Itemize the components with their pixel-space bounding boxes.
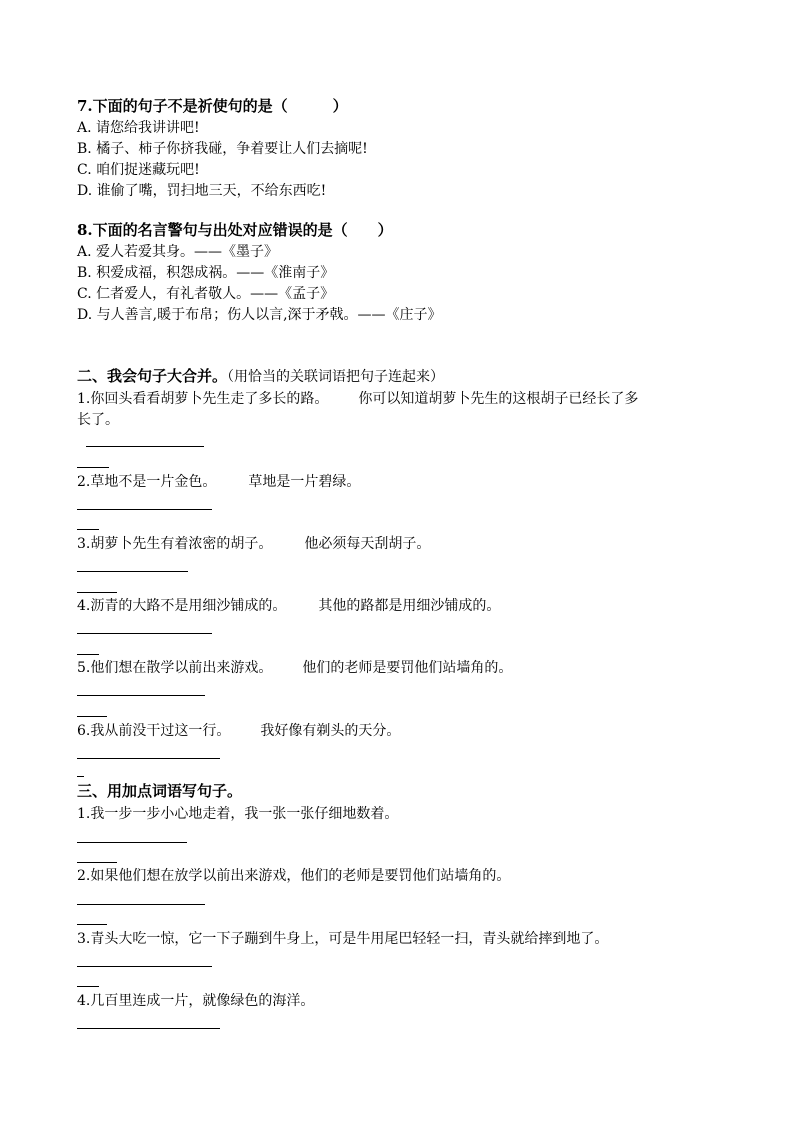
s3-item-4: 4.几百里连成一片，就像绿色的海洋。 [77, 993, 315, 1009]
s2-item-3-sentence-a: 3.胡萝卜先生有着浓密的胡子。 [77, 536, 273, 552]
section2-heading [77, 366, 444, 387]
s2-item-5 [77, 658, 512, 678]
s2-item-2-sentence-b: 草地是一片碧绿。 [248, 474, 361, 490]
s2-answer-line-5b[interactable] [77, 716, 107, 717]
q8-option-a: A. 爱人若爱其身。——《墨子》 [77, 244, 279, 260]
s2-answer-line-1b[interactable] [77, 467, 109, 468]
s2-answer-line-5[interactable] [77, 695, 205, 696]
s2-item-3-sentence-b: 他必须每天刮胡子。 [304, 536, 431, 552]
s3-answer-line-1[interactable] [77, 842, 187, 843]
s3-item-1: 1.我一步一步小心地走着，我一张一张仔细地数着。 [77, 806, 399, 822]
q7-option-c: C. 咱们捉迷藏玩吧! [77, 162, 200, 178]
s2-answer-line-3b[interactable] [77, 592, 117, 593]
s2-item-4-sentence-a: 4.沥青的大路不是用细沙铺成的。 [77, 598, 287, 614]
q7-option-d: D. 谁偷了嘴，罚扫地三天，不给东西吃! [77, 183, 327, 199]
s2-item-6-sentence-b: 我好像有剃头的天分。 [260, 723, 401, 739]
s2-item-4 [77, 596, 500, 616]
s3-item-3: 3.青头大吃一惊，它一下子蹦到牛身上，可是牛用尾巴轻轻一扫，青头就给摔到地了。 [77, 931, 609, 947]
s3-answer-line-2[interactable] [77, 904, 205, 905]
s2-answer-line-2b[interactable] [77, 529, 99, 530]
s2-answer-line-4b[interactable] [77, 654, 99, 655]
s2-answer-line-1[interactable] [86, 446, 204, 447]
section2-title: 二、我会句子大合并。 [77, 367, 228, 385]
s3-answer-line-4[interactable] [77, 1028, 220, 1029]
s2-item-5-sentence-b: 他们的老师是要罚他们站墙角的。 [302, 660, 513, 676]
q8-option-c: C. 仁者爱人，有礼者敬人。——《孟子》 [77, 286, 335, 302]
q8-option-b: B. 积爱成福，积怨成祸。——《淮南子》 [77, 265, 335, 281]
s2-item-2-sentence-a: 2.草地不是一片金色。 [77, 474, 217, 490]
q8-option-d: D. 与人善言,暖于布帛；伤人以言,深于矛戟。——《庄子》 [77, 307, 442, 323]
s3-answer-line-2b[interactable] [77, 924, 107, 925]
s2-item-6-sentence-a: 6.我从前没干过这一行。 [77, 723, 231, 739]
s2-answer-line-3[interactable] [77, 571, 188, 572]
q7-option-a: A. 请您给我讲讲吧! [77, 120, 200, 136]
section3-heading [77, 781, 242, 801]
s3-answer-line-1b[interactable] [77, 862, 117, 863]
s2-answer-line-6b[interactable] [77, 776, 84, 777]
s2-item-1-continuation: 长了。 [77, 412, 119, 428]
s2-item-1-sentence-b: 你可以知道胡萝卜先生的这根胡子已经长了多 [358, 391, 639, 407]
s2-answer-line-6[interactable] [77, 758, 220, 759]
section3-title: 三、用加点词语写句子。 [77, 782, 243, 800]
s2-item-4-sentence-b: 其他的路都是用细沙铺成的。 [318, 598, 501, 614]
s2-answer-line-2[interactable] [77, 509, 212, 510]
s2-item-2 [77, 472, 360, 492]
q7-title: 7.下面的句子不是祈使句的是（ ） [77, 97, 348, 115]
s2-item-3 [77, 534, 430, 554]
s2-item-1 [77, 389, 638, 409]
s2-answer-line-4[interactable] [77, 633, 212, 634]
s3-answer-line-3[interactable] [77, 966, 212, 967]
s2-item-6 [77, 721, 400, 741]
s2-item-5-sentence-a: 5.他们想在散学以前出来游戏。 [77, 660, 273, 676]
section2-note: （用恰当的关联词语把句子连起来） [227, 369, 445, 385]
s3-answer-line-3b[interactable] [77, 986, 99, 987]
s2-item-1-sentence-a: 1.你回头看看胡萝卜先生走了多长的路。 [77, 391, 329, 407]
s3-item-2: 2.如果他们想在放学以前出来游戏，他们的老师是要罚他们站墙角的。 [77, 868, 511, 884]
q8-title: 8.下面的名言警句与出处对应错误的是（ ） [77, 221, 393, 239]
q7-option-b: B. 橘子、柿子你挤我碰，争着要让人们去摘呢! [77, 141, 368, 157]
